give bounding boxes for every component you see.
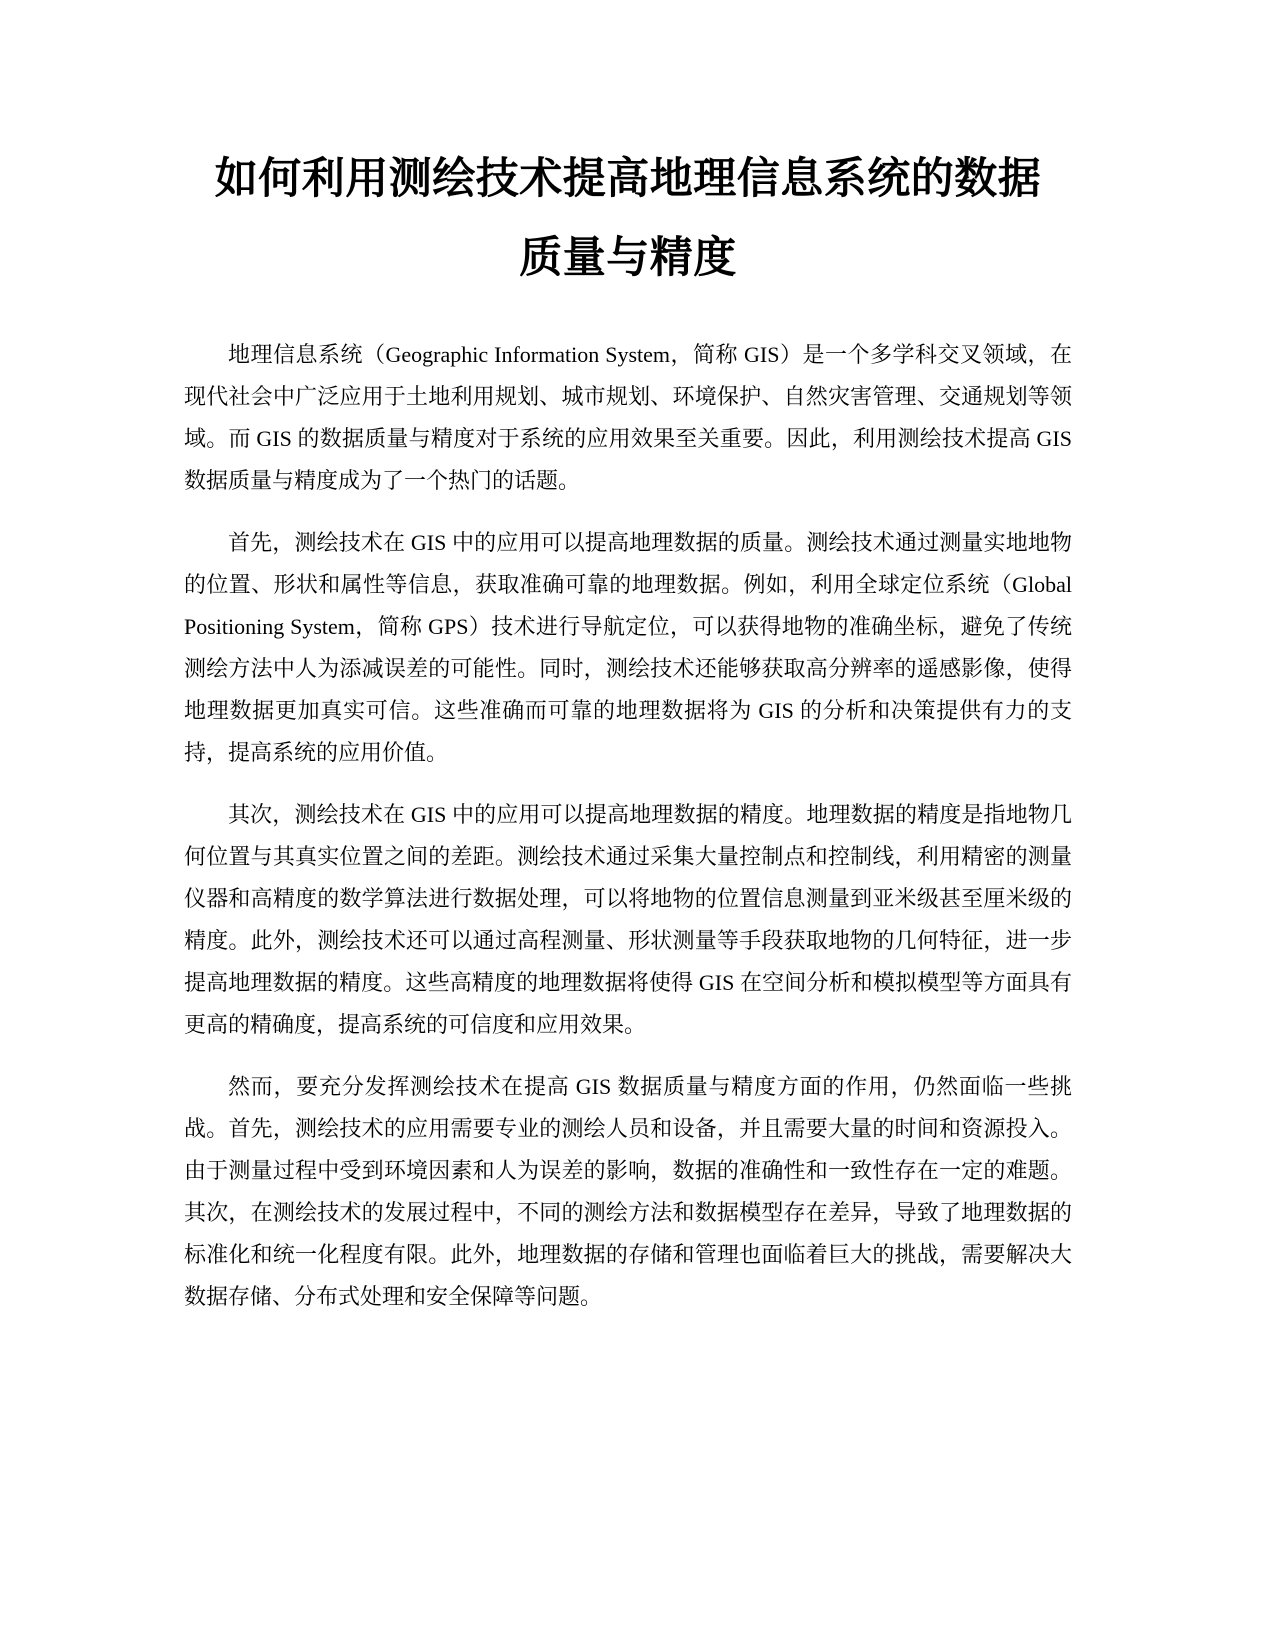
title-line-2: 质量与精度 <box>519 233 737 283</box>
paragraph-challenges: 然而，要充分发挥测绘技术在提高 GIS 数据质量与精度方面的作用，仍然面临一些挑战。首先，测绘技术的应用需要专业的测绘人员和设备，并且需要大量的时间和资源投入。由于测量过程中受到环境因素和人为误差的影响，数据的准确性和一致性存在一定的难题。其次，在测绘技术的发展过程中，不同的测绘方法和数据模型存在差异，导致了地理数据的标准化和统一化程度有限。此外，地理数据的存储和管理也面临着巨大的挑战，需要解决大数据存储、分布式处理和安全保障等问题。 <box>184 1074 1072 1309</box>
title-line-1: 如何利用测绘技术提高地理信息系统的数据 <box>214 154 1042 204</box>
paragraph-precision: 其次，测绘技术在 GIS 中的应用可以提高地理数据的精度。地理数据的精度是指地物几何位置与其真实位置之间的差距。测绘技术通过采集大量控制点和控制线，利用精密的测量仪器和高精度的数学算法进行数据处理，可以将地物的位置信息测量到亚米级甚至厘米级的精度。此外，测绘技术还可以通过高程测量、形状测量等手段获取地物的几何特征，进一步提高地理数据的精度。这些高精度的地理数据将使得 GIS 在空间分析和模拟模型等方面具有更高的精确度，提高系统的可信度和应用效果。 <box>184 802 1072 1037</box>
document-page <box>184 140 1072 1338</box>
paragraph-quality: 首先，测绘技术在 GIS 中的应用可以提高地理数据的质量。测绘技术通过测量实地地物的位置、形状和属性等信息，获取准确可靠的地理数据。例如，利用全球定位系统（Global Positioning System，简称 GPS）技术进行导航定位，可以获得地物的准确坐标，避免了传统测绘方法中人为添减误差的可能性。同时，测绘技术还能够获取高分辨率的遥感影像，使得地理数据更加真实可信。这些准确而可靠的地理数据将为 GIS 的分析和决策提供有力的支持，提高系统的应用价值。 <box>184 530 1072 765</box>
document-title <box>184 140 1072 298</box>
paragraph-intro: 地理信息系统（Geographic Information System，简称 GIS）是一个多学科交叉领域，在现代社会中广泛应用于土地利用规划、城市规划、环境保护、自然灾害管理、交通规划等领域。而 GIS 的数据质量与精度对于系统的应用效果至关重要。因此，利用测绘技术提高 GIS 数据质量与精度成为了一个热门的话题。 <box>184 342 1072 493</box>
